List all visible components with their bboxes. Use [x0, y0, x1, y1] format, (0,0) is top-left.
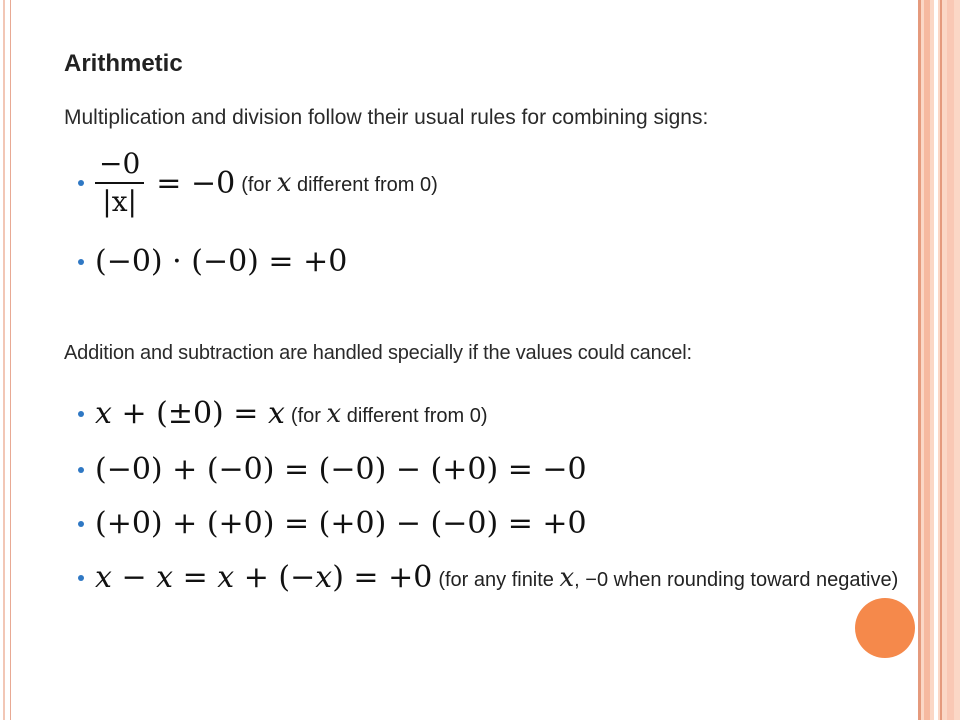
rule-condition: (for x different from 0)	[290, 398, 488, 429]
rule-item-positive-zero-sum	[78, 506, 587, 541]
rule-condition: (for any finite x, −0 when rounding toward negative)	[438, 562, 899, 593]
rule-expression: (−0) + (−0) = (−0) − (+0) = −0	[95, 452, 587, 487]
rule-item-negative-zero-sum	[78, 452, 587, 487]
bullet-icon	[78, 411, 84, 417]
bullet-icon	[78, 180, 84, 186]
bullet-icon	[78, 575, 84, 581]
rule-item-self-subtraction	[78, 560, 898, 595]
rule-item-multiplication	[78, 244, 347, 279]
border-stripe	[940, 0, 942, 720]
border-stripe	[947, 0, 954, 720]
accent-circle-decoration	[855, 598, 915, 658]
rule-expression: (−0) · (−0) = +0	[95, 244, 348, 279]
rule-item-division	[78, 147, 438, 218]
border-stripe	[924, 0, 930, 720]
rule-condition: (for x different from 0)	[241, 168, 438, 198]
fraction-numerator: −0	[95, 150, 144, 184]
slide-left-border	[0, 0, 11, 720]
rule-rhs: = −0	[156, 165, 236, 201]
intro-addition-text: Addition and subtraction are handled specially if the values could cancel:	[64, 342, 692, 364]
section-heading: Arithmetic	[64, 50, 183, 77]
bullet-icon	[78, 467, 84, 473]
rule-expression: (+0) + (+0) = (+0) − (−0) = +0	[95, 506, 587, 541]
border-stripe	[918, 0, 921, 720]
intro-multiplication-text: Multiplication and division follow their usual rules for combining signs:	[64, 106, 709, 129]
rule-item-add-signed-zero	[78, 396, 488, 431]
bullet-icon	[78, 521, 84, 527]
rule-expression: x + (±0) = x	[95, 396, 285, 431]
bullet-icon	[78, 259, 84, 265]
border-stripe	[934, 0, 938, 720]
rule-expression: x − x = x + (−x) = +0	[95, 560, 433, 595]
fraction	[95, 147, 144, 218]
fraction-denominator: |x|	[102, 185, 137, 218]
